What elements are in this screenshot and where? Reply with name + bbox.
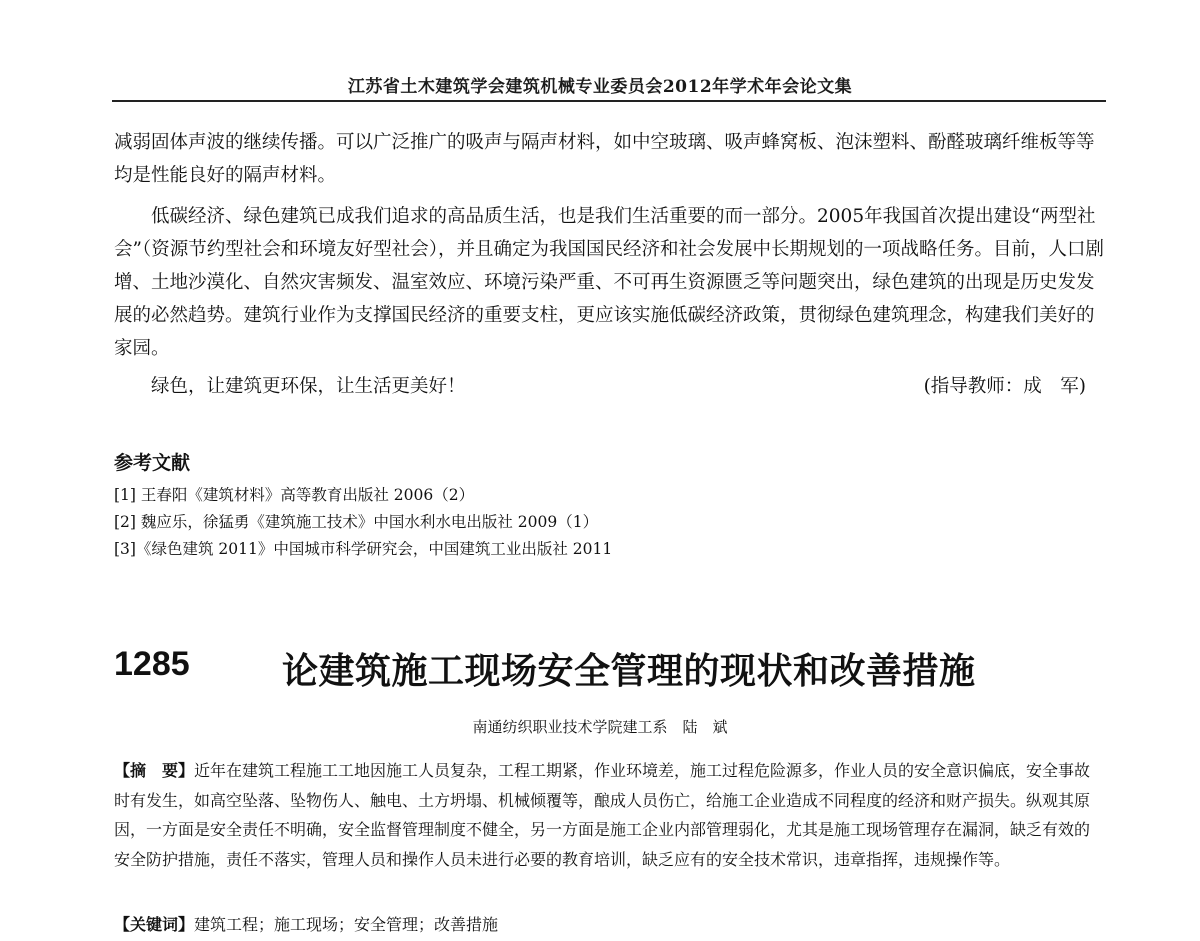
- closing-row: [114, 370, 1086, 403]
- reference-item: [3]《绿色建筑 2011》中国城市科学研究会，中国建筑工业出版社 2011: [114, 540, 613, 558]
- article-title: 论建筑施工现场安全管理的现状和改善措施: [282, 651, 976, 692]
- keywords-label: 【关键词】: [114, 915, 195, 934]
- paragraph-low-carbon: 低碳经济、绿色建筑已成我们追求的高品质生活，也是我们生活重要的而一部分。2005年我国首次提出建设“两型社会”（资源节约型社会和环境友好型社会），并且确定为我国国民经济和社会发展中长期规划的一项战略任务。目前，人口剧增、土地沙漠化、自然灾害频发、温室效应、环境污染严重、不可再生资源匮乏等问题突出，绿色建筑的出现是历史发发展的必然趋势。建筑行业作为支撑国民经济的重要支柱，更应该实施低碳经济政策，贯彻绿色建筑理念，构建我们美好的家园。: [114, 206, 1104, 359]
- paragraph-sound-insulation: 减弱固体声波的继续传播。可以广泛推广的吸声与隔声材料，如中空玻璃、吸声蜂窝板、泡沫塑料、酚醛玻璃纤维板等等均是性能良好的隔声材料。: [114, 132, 1095, 186]
- article-number: 1285: [114, 645, 190, 683]
- abstract-label: 【摘 要】: [114, 761, 195, 780]
- abstract: [114, 756, 1104, 874]
- closing-line: 绿色，让建筑更环保，让生活更美好！: [151, 376, 466, 397]
- keywords-text: 建筑工程；施工现场；安全管理；改善措施: [194, 915, 499, 934]
- references-heading: 参考文献: [114, 452, 191, 474]
- references-list: [114, 482, 612, 563]
- reference-item: [2] 魏应乐，徐猛勇《建筑施工技术》中国水利水电出版社 2009（1）: [114, 513, 599, 531]
- abstract-text: 近年在建筑工程施工工地因施工人员复杂，工程工期紧，作业环境差，施工过程危险源多，作业人员的安全意识偏底，安全事故时有发生，如高空坠落、坠物伤人、触电、土方坍塌、机械倾覆等，酿成人员伤亡，给施工企业造成不同程度的经济和财产损失。纵观其原因，一方面是安全责任不明确，安全监督管理制度不健全，另一方面是施工企业内部管理弱化，尤其是施工现场管理存在漏洞，缺乏有效的安全防护措施，责任不落实，管理人员和操作人员未进行必要的教育培训，缺乏应有的安全技术常识，违章指挥，违规操作等。: [114, 761, 1091, 869]
- keywords: [114, 912, 498, 938]
- advisor-credit: (指导教师：成 军): [923, 376, 1086, 397]
- article-affiliation: 南通纺织职业技术学院建工系 陆 斌: [472, 718, 728, 736]
- running-head: 江苏省土木建筑学会建筑机械专业委员会2012年学术年会论文集: [347, 77, 853, 97]
- reference-item: [1] 王春阳《建筑材料》高等教育出版社 2006（2）: [114, 486, 475, 504]
- header-rule: [112, 100, 1106, 102]
